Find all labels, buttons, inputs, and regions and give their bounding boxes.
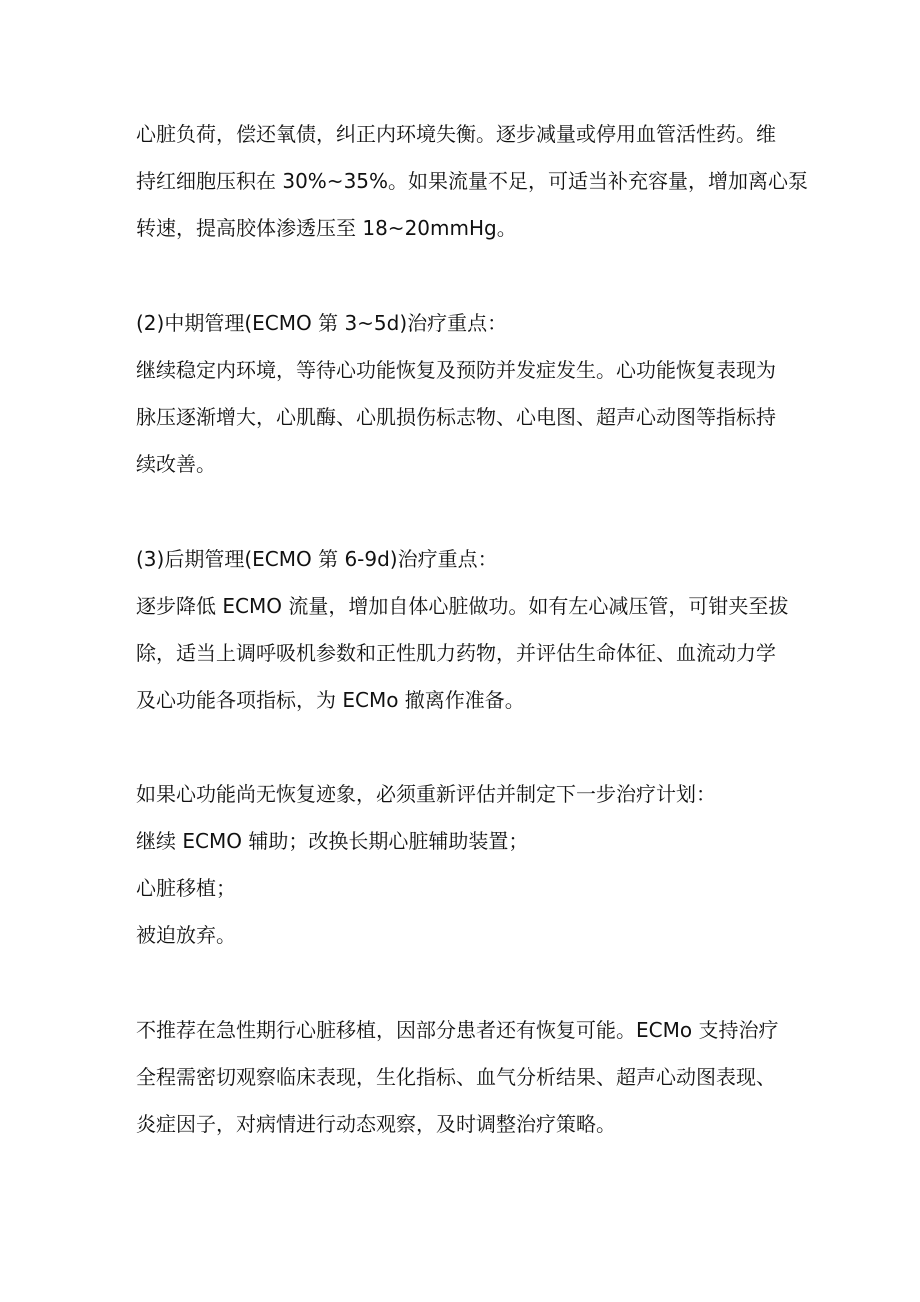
- paragraph-early-management-line-1: 心脏负荷，偿还氧债，纠正内环境失衡。逐步减量或停用血管活性药。维: [136, 122, 776, 146]
- paragraph-mid-term-line-1: 继续稳定内环境，等待心功能恢复及预防并发症发生。心功能恢复表现为: [136, 358, 776, 382]
- paragraph-conclusion-line-2: 全程需密切观察临床表现，生化指标、血气分析结果、超声心动图表现、: [136, 1065, 776, 1089]
- paragraph-early-management-line-3: 转速，提高胶体渗透压至 18~20mmHg。: [136, 216, 517, 240]
- paragraph-late-term-line-3: 及心功能各项指标，为 ECMo 撤离作准备。: [136, 688, 525, 712]
- section-heading-late-term: (3)后期管理(ECMO 第 6-9d)治疗重点：: [136, 547, 498, 571]
- list-item-heart-transplant: 心脏移植；: [136, 876, 236, 900]
- paragraph-mid-term-line-3: 续改善。: [136, 452, 216, 476]
- paragraph-conclusion-line-3: 炎症因子，对病情进行动态观察，及时调整治疗策略。: [136, 1112, 616, 1136]
- list-item-give-up: 被迫放弃。: [136, 923, 236, 947]
- list-item-continue-ecmo: 继续 ECMO 辅助；改换长期心脏辅助装置；: [136, 829, 529, 853]
- paragraph-no-recovery-intro: 如果心功能尚无恢复迹象，必须重新评估并制定下一步治疗计划：: [136, 782, 716, 806]
- paragraph-late-term-line-1: 逐步降低 ECMO 流量，增加自体心脏做功。如有左心减压管，可钳夹至拔: [136, 594, 789, 618]
- paragraph-early-management-line-2: 持红细胞压积在 30%~35%。如果流量不足，可适当补充容量，增加离心泵: [136, 169, 809, 193]
- paragraph-late-term-line-2: 除，适当上调呼吸机参数和正性肌力药物，并评估生命体征、血流动力学: [136, 641, 776, 665]
- section-heading-mid-term: (2)中期管理(ECMO 第 3~5d)治疗重点：: [136, 311, 508, 335]
- paragraph-mid-term-line-2: 脉压逐渐增大，心肌酶、心肌损伤标志物、心电图、超声心动图等指标持: [136, 405, 776, 429]
- paragraph-conclusion-line-1: 不推荐在急性期行心脏移植，因部分患者还有恢复可能。ECMo 支持治疗: [136, 1018, 779, 1042]
